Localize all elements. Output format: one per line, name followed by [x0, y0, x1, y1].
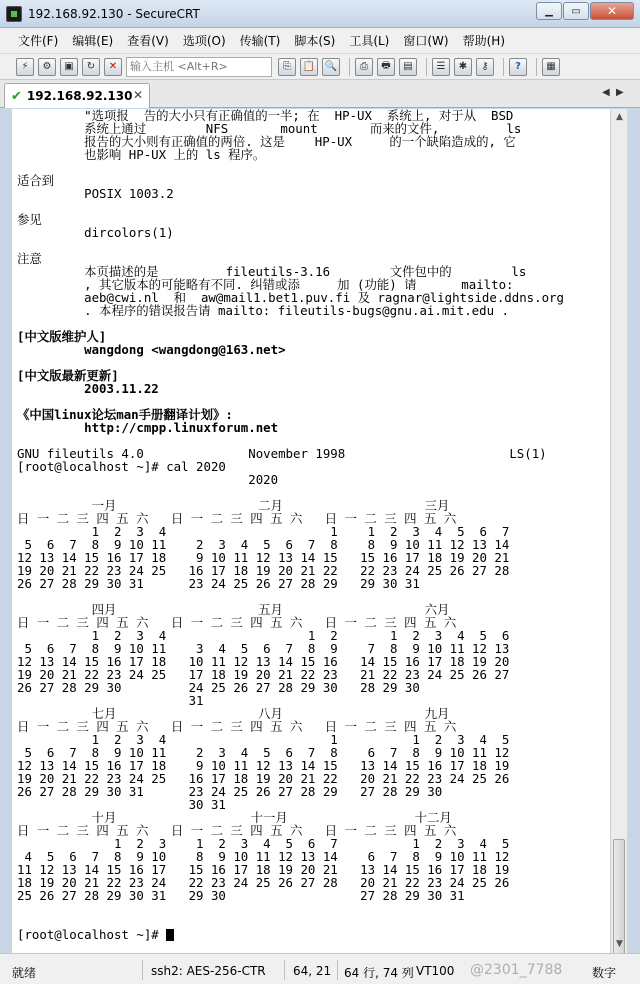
terminal-line [17, 902, 610, 915]
terminal-line-text: [root@localhost ~]# [17, 927, 167, 942]
reconnect-icon[interactable]: ↻ [82, 58, 100, 76]
terminal-line-text: 1 2 3 4 1 2 1 2 3 4 5 6 [17, 628, 510, 643]
terminal-line-text: 参见 [17, 212, 42, 227]
status-divider [337, 960, 338, 980]
terminal-line-text: [中文版最新更新] [17, 368, 119, 383]
terminal-scrollbar[interactable] [610, 109, 627, 953]
terminal-line-text: 31 [17, 693, 204, 708]
terminal-line-text: , 其它版本的可能略有不同. 纠错或添 加 (功能) 请 mailto: [17, 277, 514, 292]
terminal-line-text: wangdong <wangdong@163.net> [17, 342, 286, 357]
terminal-line-text: 十月 十一月 十二月 [17, 810, 452, 825]
connect-icon[interactable]: ⚡ [16, 58, 34, 76]
menu-view[interactable]: 查看(V) [127, 34, 169, 48]
terminal-line-text: 19 20 21 22 23 24 25 17 18 19 20 21 22 23 21 22 23 24 25 26 27 [17, 667, 510, 682]
terminal-line [17, 200, 610, 213]
terminal-line-text: 也影响 HP-UX 上的 ls 程序。 [17, 147, 266, 162]
terminal-line-text: 18 19 20 21 22 23 24 22 23 24 25 26 27 28 20 21 22 23 24 25 26 [17, 875, 510, 890]
minimize-button[interactable]: ▁ [536, 2, 562, 20]
terminal-line-text: 日 一 二 三 四 五 六 日 一 二 三 四 五 六 日 一 二 三 四 五 六 [17, 719, 457, 734]
terminal-line-text: 适合到 [17, 173, 55, 188]
terminal-line-text: 19 20 21 22 23 24 25 16 17 18 19 20 21 22 20 21 22 23 24 25 26 [17, 771, 510, 786]
session-options-icon[interactable]: ☰ [432, 58, 450, 76]
terminal-line-text: 日 一 二 三 四 五 六 日 一 二 三 四 五 六 日 一 二 三 四 五 六 [17, 823, 457, 838]
terminal-line-text: 2020 [17, 472, 279, 487]
terminal-line-text: 一月 二月 三月 [17, 498, 450, 513]
terminal-line-text: 四月 五月 六月 [17, 602, 450, 617]
session-tab-label: 192.168.92.130 [26, 89, 133, 103]
menu-transfer[interactable]: 传输(T) [239, 34, 281, 48]
terminal-line-text: 12 13 14 15 16 17 18 9 10 11 12 13 14 15 13 14 15 16 17 18 19 [17, 758, 510, 773]
terminal-line-text: 日 一 二 三 四 五 六 日 一 二 三 四 五 六 日 一 二 三 四 五 六 [17, 615, 457, 630]
terminal-line-text: 本页描述的是 fileutils-3.16 文件包中的 ls [17, 264, 527, 279]
terminal-line [17, 577, 610, 590]
toolbar-separator [536, 58, 537, 76]
terminal-line-text: [中文版维护人] [17, 329, 107, 344]
window-title: 192.168.92.130 - SecureCRT [28, 6, 200, 21]
status-numlock: 数字 [592, 966, 617, 980]
terminal-line-text: 1 2 3 4 1 1 2 3 4 5 [17, 732, 510, 747]
terminal-line [17, 226, 610, 239]
terminal-line-text: 七月 八月 九月 [17, 706, 450, 721]
menu-file[interactable]: 文件(F) [18, 34, 59, 48]
terminal-line-text: . 本程序的错误报告请 mailto: fileutils-bugs@gnu.ai.mit.edu . [17, 303, 509, 318]
toolbar [0, 54, 640, 80]
terminal-line-text: 25 26 27 28 29 30 31 29 30 27 28 29 30 31 [17, 888, 465, 903]
terminal-line-text: 报告的大小则有正确值的两倍. 这是 HP-UX 的一个缺陷造成的, 它 [17, 134, 516, 149]
session-tab[interactable] [4, 83, 150, 108]
scroll-down-icon[interactable]: ▼ [616, 939, 623, 949]
terminal-line-text: 12 13 14 15 16 17 18 9 10 11 12 13 14 15 15 16 17 18 19 20 21 [17, 550, 510, 565]
find-icon[interactable]: 🔍 [322, 58, 340, 76]
menu-bar [0, 28, 640, 54]
terminal-line [17, 928, 610, 941]
copy-icon[interactable]: ⎘ [278, 58, 296, 76]
disconnect-icon[interactable]: ✕ [104, 58, 122, 76]
terminal-line-text: 系统上通过 NFS mount 而来的文件, ls [17, 121, 522, 136]
menu-help[interactable]: 帮助(H) [462, 34, 505, 48]
terminal-line-text: 12 13 14 15 16 17 18 10 11 12 13 14 15 16 14 15 16 17 18 19 20 [17, 654, 510, 669]
terminal-line-text: aeb@cwi.nl 和 aw@mail1.bet1.puv.fi 及 ragnar@lightside.ddns.org [17, 290, 564, 305]
terminal-line-text: 26 27 28 29 30 24 25 26 27 28 29 30 28 29 30 [17, 680, 420, 695]
terminal-line [17, 187, 610, 200]
terminal-line-text: 26 27 28 29 30 31 23 24 25 26 27 28 29 27 28 29 30 [17, 784, 443, 799]
paste-icon[interactable]: 📋 [300, 58, 318, 76]
terminal-line-text: 5 6 7 8 9 10 11 3 4 5 6 7 8 9 7 8 9 10 11 12 13 [17, 641, 510, 656]
terminal-line-text: dircolors(1) [17, 225, 174, 240]
terminal-line-text: 4 5 6 7 8 9 10 8 9 10 11 12 13 14 6 7 8 9 10 11 12 [17, 849, 510, 864]
printer-icon[interactable]: ▤ [399, 58, 417, 76]
status-cursor-position: 64, 21 [293, 964, 332, 978]
quick-connect-icon[interactable]: ⚙ [38, 58, 56, 76]
terminal-line-text: [root@localhost ~]# cal 2020 [17, 459, 226, 474]
terminal-line [17, 239, 610, 252]
terminal-line-text: 1 2 3 4 1 1 2 3 4 5 6 7 [17, 524, 510, 539]
menu-window[interactable]: 窗口(W) [403, 34, 449, 48]
terminal-line-text: 1 2 3 1 2 3 4 5 6 7 1 2 3 4 5 [17, 836, 510, 851]
terminal-line-text: 11 12 13 14 15 16 17 15 16 17 18 19 20 21 13 14 15 16 17 18 19 [17, 862, 510, 877]
terminal-line-text: 26 27 28 29 30 31 23 24 25 26 27 28 29 29 30 31 [17, 576, 420, 591]
terminal-line-text: 日 一 二 三 四 五 六 日 一 二 三 四 五 六 日 一 二 三 四 五 六 [17, 511, 457, 526]
global-options-icon[interactable]: ✱ [454, 58, 472, 76]
status-divider [284, 960, 285, 980]
terminal-line-text: "选项报 告的大小只有正确值的一半; 在 HP-UX 系统上, 对于从 BSD [17, 109, 514, 123]
close-window-button[interactable]: ✕ [590, 2, 634, 20]
screenshot-icon[interactable]: ▦ [542, 58, 560, 76]
connect-in-tab-icon[interactable]: ▣ [60, 58, 78, 76]
title-bar [0, 0, 640, 28]
toolbar-separator [349, 58, 350, 76]
status-divider [142, 960, 143, 980]
status-ready: 就绪 [12, 966, 37, 980]
terminal-line-text: 注意 [17, 251, 42, 266]
menu-edit[interactable]: 编辑(E) [72, 34, 114, 48]
status-cipher: ssh2: AES-256-CTR [151, 964, 266, 978]
terminal-line [17, 343, 610, 356]
terminal-line-text: 30 31 [17, 797, 226, 812]
help-icon[interactable]: ? [509, 58, 527, 76]
terminal-cursor [166, 929, 174, 941]
terminal-line-text: GNU fileutils 4.0 November 1998 LS(1) [17, 446, 547, 461]
terminal-line [17, 421, 610, 434]
close-tab-icon[interactable]: ✕ [132, 88, 143, 102]
terminal-line-text: 2003.11.22 [17, 381, 159, 396]
status-terminal-size: 64 行, 74 列 [344, 966, 414, 980]
maximize-button[interactable]: ▭ [563, 2, 589, 20]
window-controls [535, 2, 634, 20]
menu-tools[interactable]: 工具(L) [349, 34, 390, 48]
terminal-line [17, 889, 610, 902]
watermark-text: @2301_7788 [470, 962, 563, 978]
tab-scroll-right-icon[interactable]: ▶ [616, 87, 624, 98]
terminal-line-text: 《中国linux论坛man手册翻译计划》: [17, 407, 233, 422]
terminal-line [17, 161, 610, 174]
print-setup-icon[interactable]: ⎙ [355, 58, 373, 76]
terminal-output[interactable] [12, 109, 610, 953]
keymap-icon[interactable]: ⚷ [476, 58, 494, 76]
tab-scroll-left-icon[interactable]: ◀ [602, 87, 610, 98]
terminal-line-text: 5 6 7 8 9 10 11 2 3 4 5 6 7 8 8 9 10 11 12 13 14 [17, 537, 510, 552]
menu-options[interactable]: 选项(O) [182, 34, 226, 48]
toolbar-separator [426, 58, 427, 76]
terminal-line [17, 473, 610, 486]
status-terminal-type: VT100 [416, 964, 455, 978]
print-icon[interactable]: 🖶 [377, 58, 395, 76]
toolbar-separator [503, 58, 504, 76]
securecrt-app-icon [6, 6, 22, 22]
terminal-line-text: 5 6 7 8 9 10 11 2 3 4 5 6 7 8 6 7 8 9 10 11 12 [17, 745, 510, 760]
terminal-line-text: 19 20 21 22 23 24 25 16 17 18 19 20 21 22 22 23 24 25 26 27 28 [17, 563, 510, 578]
terminal-line [17, 304, 610, 317]
connected-check-icon: ✔ [11, 88, 22, 104]
scroll-up-icon[interactable]: ▲ [616, 112, 623, 122]
session-tab-bar [0, 80, 640, 108]
terminal-line-text: POSIX 1003.2 [17, 186, 174, 201]
enter-host-input[interactable] [126, 57, 272, 77]
terminal-line-text: http://cmpp.linuxforum.net [17, 420, 279, 435]
terminal-line [17, 382, 610, 395]
menu-script[interactable]: 脚本(S) [294, 34, 336, 48]
terminal-line [17, 148, 610, 161]
